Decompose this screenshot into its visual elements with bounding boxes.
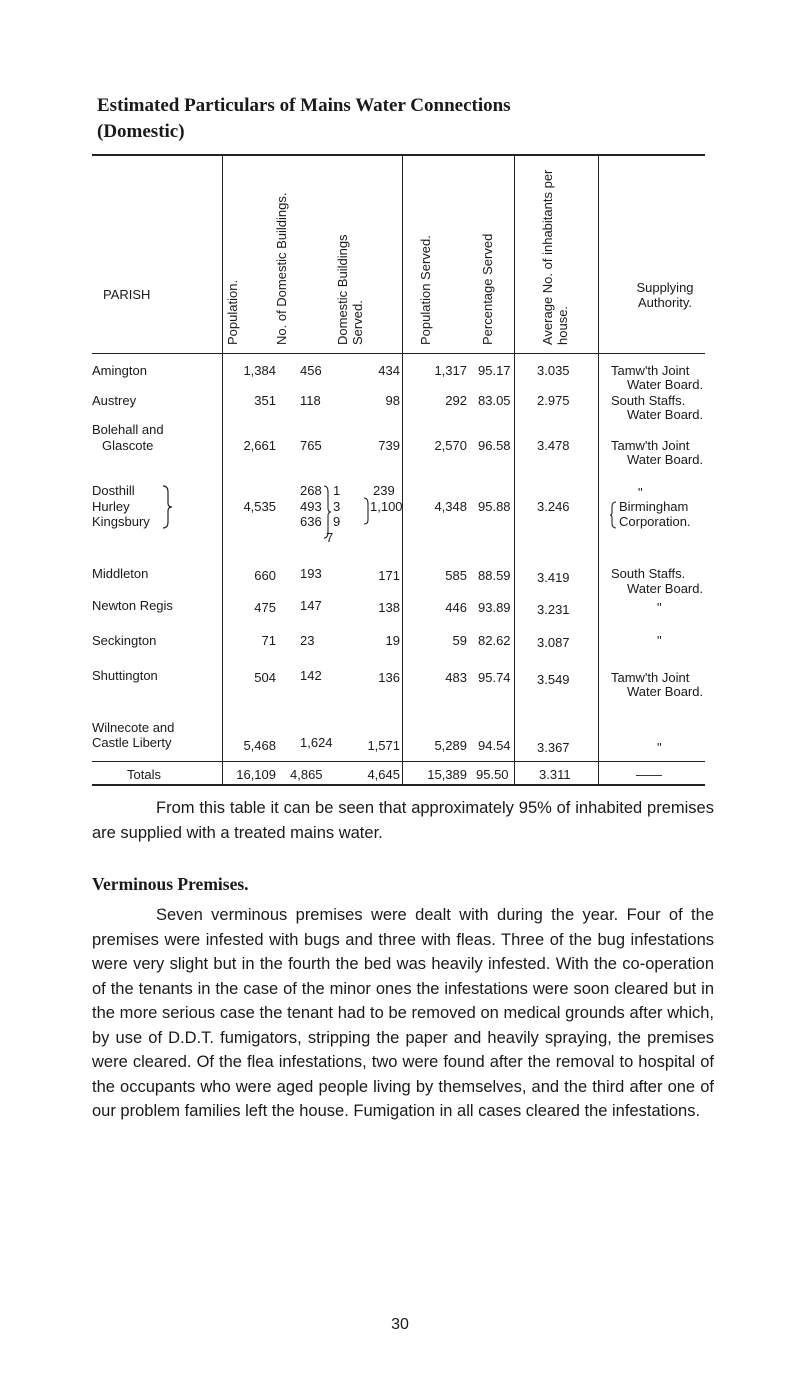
authority-line1: South Staffs.: [611, 393, 686, 408]
population-value: 660: [254, 568, 276, 583]
totals-percentage: 95.50: [476, 767, 509, 782]
served-value: 138: [378, 600, 400, 615]
column-divider: [402, 156, 403, 784]
table-top-rule: [92, 154, 705, 156]
section-body: Seven verminous premises were dealt with during the year. Four of the premises were infested with bugs and three with fleas. Three of the bug infestations were very slight but in the fourth the bed was heavily infested. With the co-operation of the tenants in the case of the minor ones the infestations were soon cleared but in the more serious case the tenant had to be removed on medical grounds after which, by use of D.D.T. fumigators, stripping the paper and heavily spraying, the premises were cleared. Of the flea infestations, two were found after the removal to hospital of the occupants who were aged people living by themselves, and the third after one of our problem families left the house. Fumigation in all cases cleared the infestations.: [92, 906, 714, 1120]
column-divider: [222, 156, 223, 784]
population-value: 2,661: [243, 438, 276, 453]
authority-ditto: ": [657, 633, 662, 648]
section-heading: Verminous Premises.: [92, 874, 249, 894]
population-value: 71: [261, 633, 276, 648]
parish-name: Seckington: [92, 633, 157, 648]
population-value: 504: [254, 670, 276, 685]
average-value: 3.367: [537, 740, 570, 755]
served-value: 739: [378, 438, 400, 453]
authority-line2: Water Board.: [627, 452, 704, 467]
header-no-domestic: No. of Domestic Buildings.: [274, 192, 289, 345]
authority-brace: [610, 500, 618, 530]
parish-name-line2: Castle Liberty: [92, 735, 172, 750]
authority-line1: Tamw'th Joint: [611, 670, 690, 685]
authority-ditto: ": [657, 740, 662, 755]
totals-top-rule: [92, 761, 705, 762]
pop-served-value: 4,348: [434, 499, 467, 514]
served-value: 136: [378, 670, 400, 685]
percentage-value: 83.05: [478, 393, 511, 408]
authority-line1: Tamw'th Joint: [611, 438, 690, 453]
page-subtitle: (Domestic): [97, 121, 185, 142]
parish-name: Austrey: [92, 393, 137, 408]
authority-line2: Water Board.: [627, 407, 704, 422]
population-value: 1,384: [243, 363, 276, 378]
average-value: 3.549: [537, 672, 570, 687]
authority-line2: Water Board.: [627, 581, 704, 596]
average-value: 3.231: [537, 602, 570, 617]
population-value: 4,535: [243, 499, 276, 514]
column-divider: [514, 156, 515, 784]
pop-served-value: 59: [452, 633, 467, 648]
buildings-value-line1: 268: [300, 483, 322, 498]
header-population: Population.: [225, 279, 240, 345]
authority-line1: South Staffs.: [611, 566, 686, 581]
pop-served-value: 585: [445, 568, 467, 583]
population-value: 351: [254, 393, 276, 408]
percentage-value: 88.59: [478, 568, 511, 583]
buildings-value: 765: [300, 438, 322, 453]
brace-digit: 9: [333, 514, 341, 529]
table-bottom-rule: [92, 784, 705, 786]
page-title: Estimated Particulars of Mains Water Connections: [97, 95, 511, 116]
totals-population: 16,109: [236, 767, 276, 782]
buildings-value: 456: [300, 363, 322, 378]
totals-buildings: 4,865: [290, 767, 323, 782]
buildings-value: 142: [300, 668, 322, 683]
totals-pop-served: 15,389: [427, 767, 467, 782]
percentage-value: 96.58: [478, 438, 511, 453]
served-value: 171: [378, 568, 400, 583]
buildings-value: 1,624: [300, 735, 333, 750]
served-value-line2: 1,100: [370, 499, 403, 514]
pop-served-value: 5,289: [434, 738, 467, 753]
served-value: 434: [378, 363, 400, 378]
average-value: 3.035: [537, 363, 570, 378]
buildings-value-line2: 493: [300, 499, 322, 514]
header-parish: PARISH: [103, 287, 151, 302]
brace-digit: 1: [333, 483, 341, 498]
average-value: 3.478: [537, 438, 570, 453]
buildings-value: 118: [300, 393, 321, 408]
parish-name-line2: Glascote: [102, 438, 154, 453]
served-value-line1: 239: [373, 483, 395, 498]
parish-name-line1: Dosthill: [92, 483, 135, 498]
totals-authority: ——: [636, 767, 662, 782]
average-value: 3.419: [537, 570, 570, 585]
percentage-value: 94.54: [478, 738, 511, 753]
buildings-value: 23: [300, 633, 315, 648]
header-bottom-rule: [92, 353, 705, 354]
column-divider: [598, 156, 599, 784]
header-percentage-served: Percentage Served: [480, 233, 495, 345]
buildings-value-line3: 636: [300, 514, 322, 529]
pop-served-value: 1,317: [434, 363, 467, 378]
parish-name-line1: Wilnecote and: [92, 720, 175, 735]
parish-name-line2: Hurley: [92, 499, 130, 514]
pop-served-value: 446: [445, 600, 467, 615]
page-number: 30: [391, 1316, 409, 1333]
authority-line1: Birmingham: [619, 499, 689, 514]
pop-served-value: 2,570: [434, 438, 467, 453]
summary-paragraph: From this table it can be seen that approximately 95% of inhabited premises are supplied with a treated mains water.: [92, 799, 714, 842]
header-population-served: Population Served.: [418, 235, 433, 345]
served-value: 1,571: [367, 738, 400, 753]
totals-average: 3.311: [539, 767, 571, 782]
authority-line2: Water Board.: [627, 684, 704, 699]
parish-name: Newton Regis: [92, 598, 173, 613]
average-value: 2.975: [537, 393, 570, 408]
average-value: 3.246: [537, 499, 570, 514]
population-value: 5,468: [243, 738, 276, 753]
parish-name: Middleton: [92, 566, 149, 581]
authority-line2: Water Board.: [627, 377, 704, 392]
parish-name: Amington: [92, 363, 147, 378]
served-value: 98: [385, 393, 400, 408]
authority-ditto: ": [638, 485, 643, 500]
totals-label: Totals: [127, 767, 161, 782]
parish-name-line1: Bolehall and: [92, 422, 164, 437]
pop-served-value: 292: [445, 393, 467, 408]
totals-served: 4,645: [367, 767, 400, 782]
brace-digit: 3: [333, 499, 341, 514]
served-value: 19: [385, 633, 400, 648]
authority-ditto: ": [657, 600, 662, 615]
percentage-value: 95.17: [478, 363, 511, 378]
parish-name: Shuttington: [92, 668, 158, 683]
average-value: 3.087: [537, 635, 570, 650]
percentage-value: 82.62: [478, 633, 511, 648]
pop-served-value: 483: [445, 670, 467, 685]
buildings-value: 193: [300, 566, 322, 581]
authority-line1: Tamw'th Joint: [611, 363, 690, 378]
percentage-value: 95.74: [478, 670, 511, 685]
parish-brace: [160, 484, 174, 530]
brace-digit: 7: [326, 530, 334, 545]
percentage-value: 93.89: [478, 600, 511, 615]
header-supplying-authority: Supplying Authority.: [636, 280, 694, 310]
population-value: 475: [254, 600, 276, 615]
header-average-inhabitants: Average No. of inhabitants per house.: [540, 169, 570, 345]
parish-name-line3: Kingsbury: [92, 514, 150, 529]
header-domestic-served: Domestic Buildings Served.: [335, 234, 365, 345]
percentage-value: 95.88: [478, 499, 511, 514]
buildings-value: 147: [300, 598, 322, 613]
authority-line2: Corporation.: [619, 514, 691, 529]
